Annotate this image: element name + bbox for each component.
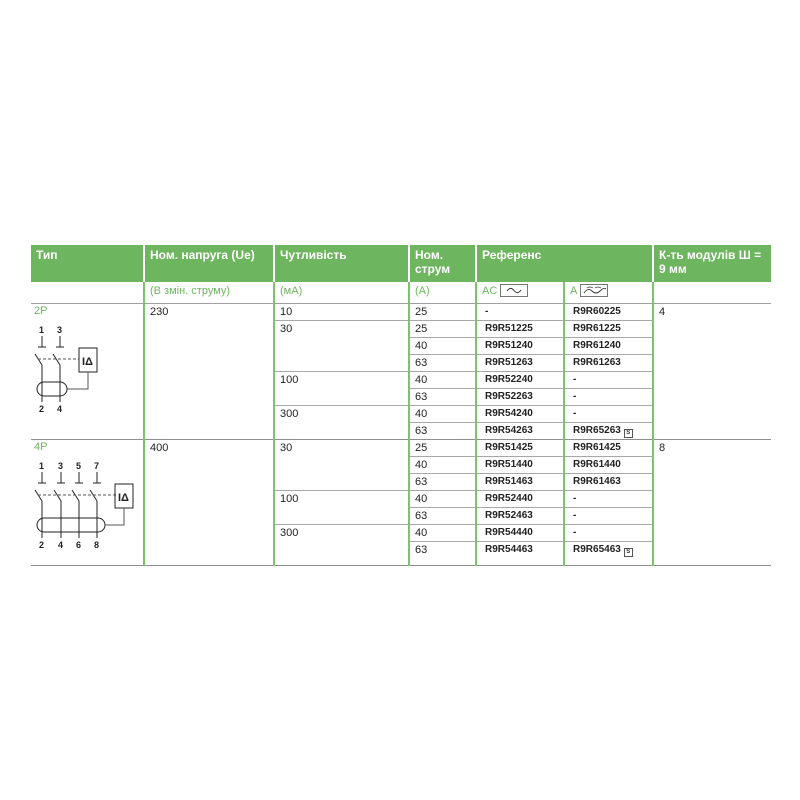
ref-ac-cell: R9R52463 (476, 508, 564, 525)
ref-ac-cell: - (476, 304, 564, 321)
ref-a-cell: R9R60225 (564, 304, 653, 321)
ref-a-cell (564, 423, 653, 440)
subheader-modules (653, 282, 771, 304)
current-cell: 63 (409, 508, 476, 525)
header-row (31, 245, 771, 282)
table-row (31, 440, 771, 457)
ref-a-cell: R9R61425 (564, 440, 653, 457)
header-current: Ном. струм (409, 245, 476, 282)
svg-text:IΔ: IΔ (82, 356, 93, 368)
current-cell: 25 (409, 321, 476, 338)
ref-ac-cell: R9R51463 (476, 474, 564, 491)
ref-ac-cell: R9R51240 (476, 338, 564, 355)
sine-wave-icon (500, 284, 528, 297)
svg-text:5: 5 (76, 461, 82, 471)
type-cell-4p (31, 440, 144, 566)
subheader-ref-ac (476, 282, 564, 304)
s-badge-icon: S (624, 548, 633, 557)
ref-a-cell: R9R61225 (564, 321, 653, 338)
ref-ac-cell: R9R54263 (476, 423, 564, 440)
current-cell: 40 (409, 525, 476, 542)
svg-text:1: 1 (39, 325, 45, 335)
sensitivity-cell: 100 (274, 372, 409, 406)
current-cell: 40 (409, 457, 476, 474)
current-cell: 63 (409, 423, 476, 440)
sensitivity-cell: 300 (274, 525, 409, 566)
2p-rcd-wiring-diagram-icon (34, 320, 114, 420)
ref-a-cell: - (564, 491, 653, 508)
sensitivity-cell: 10 (274, 304, 409, 321)
current-cell: 25 (409, 440, 476, 457)
voltage-cell: 230 (144, 304, 274, 440)
ref-ac-cell: R9R52440 (476, 491, 564, 508)
s-badge-icon: S (624, 429, 633, 438)
ref-a-value: R9R65263 (573, 425, 621, 436)
svg-text:7: 7 (94, 461, 100, 471)
subheader-ref-a (564, 282, 653, 304)
type-label: 2P (34, 305, 48, 317)
ref-ac-cell: R9R51225 (476, 321, 564, 338)
subheader-sensitivity: (мА) (274, 282, 409, 304)
sensitivity-cell: 30 (274, 321, 409, 372)
modules-cell: 8 (653, 440, 771, 566)
svg-text:3: 3 (58, 461, 64, 471)
current-cell: 40 (409, 491, 476, 508)
ref-ac-cell: R9R54440 (476, 525, 564, 542)
ref-ac-label: AC (482, 285, 498, 297)
sensitivity-cell: 300 (274, 406, 409, 440)
type-cell-2p (31, 304, 144, 440)
ref-a-cell: - (564, 389, 653, 406)
ref-a-cell: - (564, 508, 653, 525)
header-voltage: Ном. напруга (Ue) (144, 245, 274, 282)
svg-text:4: 4 (57, 404, 63, 414)
modules-cell: 4 (653, 304, 771, 440)
ref-a-cell: - (564, 525, 653, 542)
ref-ac-cell: R9R52263 (476, 389, 564, 406)
svg-text:2: 2 (39, 404, 45, 414)
current-cell: 63 (409, 474, 476, 491)
voltage-cell: 400 (144, 440, 274, 566)
header-type: Тип (31, 245, 144, 282)
subheader-type (31, 282, 144, 304)
ref-a-label: A (570, 285, 578, 297)
current-cell: 40 (409, 338, 476, 355)
current-cell: 63 (409, 355, 476, 372)
header-sensitivity: Чутливість (274, 245, 409, 282)
ref-a-cell: R9R61263 (564, 355, 653, 372)
svg-text:3: 3 (57, 325, 63, 335)
current-cell: 40 (409, 406, 476, 423)
ref-a-value: R9R65463 (573, 544, 621, 555)
svg-text:2: 2 (39, 540, 45, 550)
sensitivity-cell: 30 (274, 440, 409, 491)
svg-text:IΔ: IΔ (118, 492, 129, 504)
svg-text:6: 6 (76, 540, 82, 550)
current-cell: 63 (409, 389, 476, 406)
pulsating-wave-icon (580, 284, 608, 297)
4p-rcd-wiring-diagram-icon (34, 456, 134, 556)
header-reference: Референс (476, 245, 653, 282)
ref-a-cell: R9R61240 (564, 338, 653, 355)
ref-ac-cell: R9R54240 (476, 406, 564, 423)
subheader-current: (А) (409, 282, 476, 304)
ref-a-cell (564, 542, 653, 566)
svg-text:1: 1 (39, 461, 45, 471)
sensitivity-cell: 100 (274, 491, 409, 525)
svg-text:8: 8 (94, 540, 100, 550)
ref-ac-cell: R9R51263 (476, 355, 564, 372)
ref-a-cell: - (564, 406, 653, 423)
rcd-spec-table (31, 245, 771, 566)
ref-a-cell: R9R61463 (564, 474, 653, 491)
subheader-row (31, 282, 771, 304)
type-label: 4P (34, 441, 48, 453)
ref-ac-cell: R9R51425 (476, 440, 564, 457)
header-modules: К-ть модулів Ш = 9 мм (653, 245, 771, 282)
current-cell: 40 (409, 372, 476, 389)
ref-a-cell: - (564, 372, 653, 389)
ref-ac-cell: R9R52240 (476, 372, 564, 389)
ref-ac-cell: R9R51440 (476, 457, 564, 474)
current-cell: 63 (409, 542, 476, 566)
ref-a-cell: R9R61440 (564, 457, 653, 474)
svg-text:4: 4 (58, 540, 64, 550)
current-cell: 25 (409, 304, 476, 321)
table-row (31, 304, 771, 321)
ref-ac-cell: R9R54463 (476, 542, 564, 566)
subheader-voltage: (В змін. струму) (144, 282, 274, 304)
